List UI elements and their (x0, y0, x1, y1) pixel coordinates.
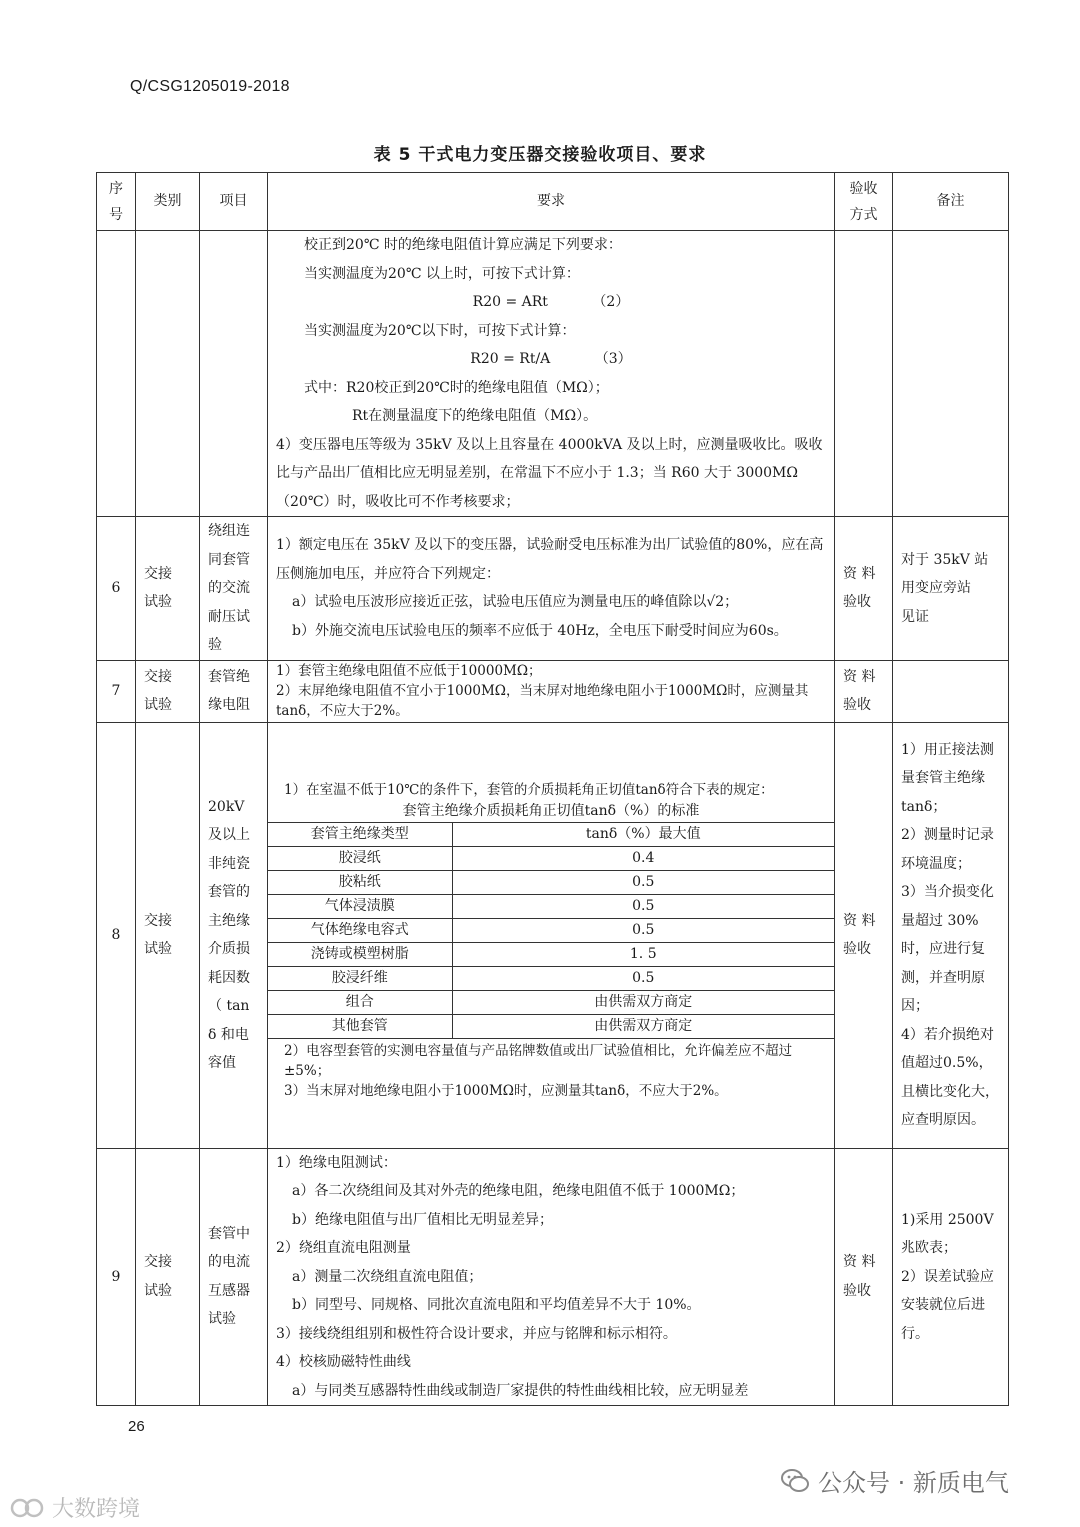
requirement-cell: 1）额定电压在 35kV 及以下的变压器，试验耐受电压标准为出厂试验值的80%，应在高压侧施加电压，并应符合下列规定： a）试验电压波形应接近正弦，试验电压值应为测量电压的峰值除以√2； b）外施交流电压试验电压的频率不应低于 40Hz，全电压下耐受时间应为60s。 (268, 517, 835, 661)
formula-2: R20 = ARt （2） (472, 294, 630, 310)
note-cell: 1)采用 2500V兆欧表； 2）误差试验应安装就位后进行。 (893, 1148, 1009, 1406)
inner-table-row (268, 1014, 834, 1038)
tan-delta-value-cell: 由供需双方商定 (452, 990, 834, 1014)
inner-header-row: 套管主绝缘类型 tanδ（%）最大值 (268, 822, 834, 846)
inner-table-row (268, 990, 834, 1014)
inner-table-row (268, 942, 834, 966)
header-seq: 序 号 (97, 173, 136, 231)
header-method: 验收 方式 (835, 173, 893, 231)
inner-table-row (268, 870, 834, 894)
insulation-type-cell: 浇铸或模塑树脂 (268, 942, 452, 966)
table-row-7 (97, 660, 1009, 722)
header-requirement: 要求 (268, 173, 835, 231)
tan-delta-value-cell: 0.5 (452, 966, 834, 990)
acceptance-table (96, 172, 1009, 1406)
tan-delta-value-cell: 0.5 (452, 870, 834, 894)
insulation-type-cell: 气体绝缘电容式 (268, 918, 452, 942)
inner-table-row (268, 966, 834, 990)
requirement-line: 4）校核励磁特性曲线 (276, 1354, 411, 1370)
requirement-line: 3）接线绕组组别和极性符合设计要求，并应与铭牌和标示相符。 (276, 1325, 677, 1342)
page-number: 26 (128, 1418, 145, 1435)
table-row-6 (97, 517, 1009, 661)
requirement-cell: 1）在室温不低于10℃的条件下，套管的介质损耗角正切值tanδ符合下表的规定： 套管主绝缘介质损耗角正切值tanδ（%）的标准 套管主绝缘类型 tanδ（%）最大值 胶浸纸 0.4 胶粘纸 0.5 气体浸渍膜 0.5 气体绝缘电容式 0.5 浇铸或模塑树脂 1. 5 胶浸纤维 0.5 组合 由供需双方商定 其他套管 由供需双方商定 2）电容型套管的实测电容量值与产品铭牌数值或出厂试验值相比，允许偏差应不超过±5%； 3）当末屏对地绝缘电阻小于1000MΩ时，应测量其tanδ，不应大于2%。 (268, 722, 835, 1148)
tan-delta-value-cell: 0.4 (452, 846, 834, 870)
requirement-line: 1）绝缘电阻测试： (276, 1154, 397, 1171)
requirement-line: b）绝缘电阻值与出厂值相比无明显差异； (292, 1211, 553, 1228)
table-row-8 (97, 722, 1009, 1148)
header-category: 类别 (136, 173, 200, 231)
table-row-continued (97, 231, 1009, 517)
item-cell: 20kV 及以上 非纯瓷 套管的 主绝缘 介质损 耗因数 （ tan δ 和电 容值 (200, 722, 268, 1148)
method-cell: 资 料 验收 (835, 517, 893, 661)
inner-table-row (268, 918, 834, 942)
item-cell: 套管中 的电流 互感器 试验 (200, 1148, 268, 1406)
requirement-cell (268, 1148, 835, 1406)
standard-code: Q/CSG1205019-2018 (130, 78, 290, 95)
requirement-cell-continued: 校正到20℃ 时的绝缘电阻值计算应满足下列要求： 当实测温度为20℃ 以上时，可按下式计算： R20 = ARt （2） 当实测温度为20℃以下时，可按下式计算： R20 = Rt/A （3） 式中：R20校正到20℃时的绝缘电阻值（MΩ）； Rt在测量温度下的绝缘电阻值（MΩ）。 4）变压器电压等级为 35kV 及以上且容量在 4000kVA 及以上时，应测量吸收比。吸收比与产品出厂值相比应无明显差别，在常温下不应小于 1.3；当 R60 大于 3000MΩ（20℃）时，吸收比可不作考核要求； (268, 231, 835, 517)
note-cell (893, 660, 1009, 722)
note-cell: 1）用正接法测量套管主绝缘 tanδ； 2）测量时记录环境温度； 3）当介损变化量超过 30%时，应进行复测，并查明原因； 4）若介损绝对值超过0.5%，且横比变化大，应查明原因。 (893, 722, 1009, 1148)
tan-delta-value-cell: 由供需双方商定 (452, 1014, 834, 1038)
method-cell: 资 料 验收 (835, 660, 893, 722)
category-cell: 交接 试验 (136, 660, 200, 722)
table-header-row (97, 173, 1009, 231)
tan-delta-value-cell: 0.5 (452, 894, 834, 918)
watermark-official-account: 公众号 · 新质电气 (780, 1463, 1009, 1498)
table-row-9 (97, 1148, 1009, 1406)
watermark-logo: 大数跨境 (10, 1492, 140, 1523)
insulation-type-cell: 气体浸渍膜 (268, 894, 452, 918)
inner-table-row (268, 846, 834, 870)
tan-delta-value-cell: 1. 5 (452, 942, 834, 966)
method-cell: 资 料 验收 (835, 1148, 893, 1406)
method-cell: 资 料 验收 (835, 722, 893, 1148)
category-cell: 交接 试验 (136, 1148, 200, 1406)
seq-cell: 7 (97, 660, 136, 722)
tan-delta-value-cell: 0.5 (452, 918, 834, 942)
table-title: 表 5 干式电力变压器交接验收项目、要求 (373, 145, 707, 165)
requirement-line: a）测量二次绕组直流电阻值； (292, 1268, 483, 1285)
insulation-type-cell: 胶浸纸 (268, 846, 452, 870)
header-note: 备注 (893, 173, 1009, 231)
insulation-type-cell: 其他套管 (268, 1014, 452, 1038)
item-cell: 套管绝 缘电阻 (200, 660, 268, 722)
header-item: 项目 (200, 173, 268, 231)
seq-cell: 8 (97, 722, 136, 1148)
item-cell: 绕组连 同套管 的交流 耐压试 验 (200, 517, 268, 661)
seq-cell: 6 (97, 517, 136, 661)
note-cell: 对于 35kV 站 用变应旁站 见证 (893, 517, 1009, 661)
requirement-cell: 1）套管主绝缘电阻值不应低于10000MΩ； 2）末屏绝缘电阻值不宜小于1000MΩ，当末屏对地绝缘电阻小于1000MΩ时，应测量其tanδ，不应大于2%。 (268, 660, 835, 722)
category-cell: 交接 试验 (136, 517, 200, 661)
logo-icon (10, 1497, 46, 1519)
insulation-type-cell: 组合 (268, 990, 452, 1014)
inner-table-row (268, 894, 834, 918)
requirement-line: 2）绕组直流电阻测量 (276, 1240, 411, 1256)
category-cell: 交接 试验 (136, 722, 200, 1148)
tan-delta-table (268, 822, 834, 1039)
inner-table-title: 套管主绝缘介质损耗角正切值tanδ（%）的标准 (402, 802, 700, 819)
requirement-line: b）同型号、同规格、同批次直流电阻和平均值差异不大于 10%。 (292, 1297, 701, 1313)
wechat-icon (780, 1466, 810, 1496)
seq-cell: 9 (97, 1148, 136, 1406)
requirement-line: a）与同类互感器特性曲线或制造厂家提供的特性曲线相比较，应无明显差 (292, 1382, 749, 1399)
insulation-type-cell: 胶粘纸 (268, 870, 452, 894)
requirement-line: a）各二次绕组间及其对外壳的绝缘电阻，绝缘电阻值不低于 1000MΩ； (292, 1183, 745, 1199)
formula-3: R20 = Rt/A （3） (470, 351, 632, 367)
insulation-type-cell: 胶浸纤维 (268, 966, 452, 990)
